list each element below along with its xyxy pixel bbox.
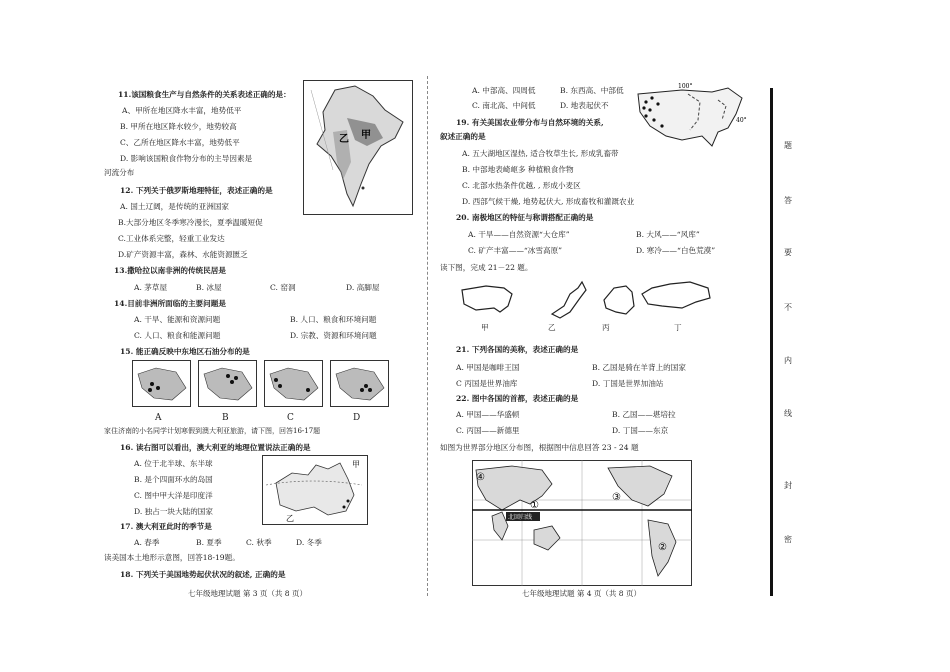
map-option-a bbox=[133, 361, 191, 407]
q20-option-d: D. 寒冷——“白色荒漠” bbox=[636, 246, 716, 255]
q18-option-b: B. 东西高、中部低 bbox=[560, 86, 624, 95]
australia-map bbox=[262, 455, 368, 525]
binding-char-8: 密 bbox=[784, 535, 792, 544]
q19-option-c: C. 北部水热条件优越, , 形成小麦区 bbox=[462, 181, 581, 190]
country-label-jia: 甲 bbox=[481, 323, 489, 332]
map-label-yi: 乙 bbox=[339, 134, 349, 145]
india-map bbox=[303, 80, 413, 215]
q18-option-a: A. 中部高、四周低 bbox=[472, 86, 536, 95]
q20-option-a: A. 干旱——自然资源“大仓库” bbox=[468, 230, 570, 239]
usa-label-40: 40° bbox=[736, 117, 747, 124]
q19-option-b: B. 中部地表崎岖多 种植粮食作物 bbox=[462, 165, 574, 174]
q12-title: 12. 下列关于俄罗斯地理特征，表述正确的是 bbox=[120, 186, 273, 195]
q14-option-a: A. 干旱、能源和资源问题 bbox=[134, 315, 221, 324]
q17-option-b: B. 夏季 bbox=[196, 538, 222, 547]
q11-option-a: A、甲所在地区降水丰富，地势低平 bbox=[122, 106, 242, 115]
q20-option-b: B. 大风——“风库” bbox=[636, 230, 700, 239]
binding-char-4: 不 bbox=[784, 303, 792, 312]
q21-option-b: B. 乙国是骑在羊背上的国家 bbox=[592, 363, 686, 372]
q11-option-b: B. 甲所在地区降水较少，地势较高 bbox=[120, 122, 237, 131]
q11-title: 11.该国粮食生产与自然条件的关系表述正确的是： bbox=[118, 90, 291, 99]
q13-option-d: D. 高脚屋 bbox=[346, 283, 380, 292]
q11-option-c: C、乙所在地区降水丰富，地势低平 bbox=[120, 138, 240, 147]
q14-option-b: B. 人口、粮食和环境问题 bbox=[290, 315, 377, 324]
q18-option-c: C. 南北高、中间低 bbox=[472, 101, 536, 110]
q15-title: 15. 能正确反映中东地区石油分布的是 bbox=[120, 347, 250, 356]
q16-title: 16. 读右图可以看出，澳大利亚的地理位置说法正确的是 bbox=[120, 443, 311, 452]
q14-option-d: D. 宗教、资源和环境问题 bbox=[290, 331, 377, 340]
map-label-jia: 甲 bbox=[361, 130, 371, 141]
q12-option-c: C.工业体系完整，轻重工业发达 bbox=[118, 234, 225, 243]
country-label-bing: 丙 bbox=[602, 323, 610, 332]
q11-option-d: D. 影响该国粮食作物分布的主导因素是 bbox=[120, 154, 253, 163]
q16-option-a: A. 位于北半球、东半球 bbox=[134, 459, 213, 468]
q17-option-d: D. 冬季 bbox=[296, 538, 322, 547]
q21-option-c: C 丙国是世界油库 bbox=[456, 379, 518, 388]
country-label-ding: 丁 bbox=[674, 323, 682, 332]
binding-char-1: 题 bbox=[784, 141, 792, 150]
q12-option-b: B.大部分地区冬季寒冷漫长，夏季温暖短促 bbox=[118, 218, 263, 227]
intro-18-19: 读美国本土地形示意图，回答18-19题。 bbox=[104, 553, 240, 562]
q19-title: 19. 有关美国农业带分布与自然环境的关系, bbox=[456, 118, 604, 127]
q13-title: 13.撒哈拉以南非洲的传统民居是 bbox=[114, 266, 226, 275]
binding-char-7: 封 bbox=[784, 481, 792, 490]
map-option-c bbox=[265, 361, 323, 407]
q15-label-b: B bbox=[222, 413, 229, 423]
world-label-3: ③ bbox=[612, 492, 621, 503]
q22-option-b: B. 乙国——堪培拉 bbox=[612, 410, 676, 419]
binding-char-3: 要 bbox=[784, 248, 792, 257]
q19-title-2: 叙述正确的是 bbox=[440, 132, 486, 141]
q20-option-c: C. 矿产丰富——“冰雪高原” bbox=[468, 246, 563, 255]
q15-label-d: D bbox=[353, 413, 361, 423]
q13-option-a: A. 茅草屋 bbox=[134, 283, 168, 292]
q13-option-b: B. 冰屋 bbox=[196, 283, 222, 292]
q18-title: 18. 下列关于美国地势起伏状况的叙述, 正确的是 bbox=[120, 570, 286, 579]
binding-line bbox=[770, 88, 773, 596]
q20-title: 20. 南极地区的特征与称谓搭配正确的是 bbox=[456, 213, 594, 222]
q22-option-d: D. 丁国——东京 bbox=[612, 426, 669, 435]
page-footer-right: 七年级地理试题 第 4 页（共 8 页） bbox=[522, 589, 641, 598]
q14-title: 14.目前非洲所面临的主要问题是 bbox=[114, 299, 226, 308]
au-label-jia: 甲 bbox=[352, 460, 360, 469]
tropic-label: 北回归线 bbox=[508, 514, 533, 521]
q16-option-c: C. 图中甲大洋是印度洋 bbox=[134, 491, 213, 500]
binding-char-6: 线 bbox=[784, 409, 792, 418]
q12-option-a: A. 国土辽阔，是传统的亚洲国家 bbox=[120, 202, 230, 211]
q15-label-c: C bbox=[287, 413, 294, 423]
usa-label-100: 100° bbox=[678, 83, 693, 90]
q21-title: 21. 下列各国的美称，表述正确的是 bbox=[456, 345, 579, 354]
q17-option-a: A. 春季 bbox=[134, 538, 160, 547]
q15-label-a: A bbox=[155, 413, 162, 423]
intro-16-17: 家住济南的小名同学计划寒假到澳大利亚旅游，请下图，回答16-17题 bbox=[104, 427, 321, 435]
intro-21-22: 读下图，完成 21－22 题。 bbox=[440, 263, 533, 272]
world-label-1: ① bbox=[530, 500, 539, 511]
q21-option-d: D. 丁国是世界加油站 bbox=[592, 379, 664, 388]
q22-option-a: A. 甲国——华盛顿 bbox=[456, 410, 520, 419]
page-footer-left: 七年级地理试题 第 3 页（共 8 页） bbox=[188, 589, 307, 598]
world-label-4: ④ bbox=[476, 472, 485, 483]
country-label-yi: 乙 bbox=[548, 323, 556, 332]
usa-map bbox=[632, 80, 748, 156]
map-option-d bbox=[331, 361, 389, 407]
q21-option-a: A. 甲国是咖啡王国 bbox=[456, 363, 520, 372]
q22-option-c: C. 丙国——新德里 bbox=[456, 426, 520, 435]
q18-option-d: D. 地表起伏不 bbox=[560, 101, 609, 110]
world-map bbox=[472, 460, 692, 586]
q17-title: 17. 澳大利亚此时的季节是 bbox=[120, 522, 212, 531]
map-option-b bbox=[199, 361, 257, 407]
q14-option-c: C. 人口、粮食和能源问题 bbox=[134, 331, 221, 340]
q17-option-c: C. 秋季 bbox=[246, 538, 272, 547]
q13-option-c: C. 窑洞 bbox=[270, 283, 296, 292]
intro-23-24: 如图为世界部分地区分布图，根据图中信息回答 23 - 24 题 bbox=[440, 443, 639, 452]
q16-option-d: D. 独占一块大陆的国家 bbox=[134, 507, 213, 516]
binding-char-5: 内 bbox=[784, 356, 792, 365]
q22-title: 22. 图中各国的首都，表述正确的是 bbox=[456, 394, 579, 403]
middle-east-maps bbox=[132, 360, 390, 410]
page-divider bbox=[427, 76, 428, 596]
q16-option-b: B. 是个四面环水的岛国 bbox=[134, 475, 213, 484]
q11-option-d-cont: 河流分布 bbox=[104, 168, 135, 177]
binding-char-2: 答 bbox=[784, 196, 792, 205]
q19-option-a: A. 五大湖地区湿热, 适合牧草生长, 形成乳畜带 bbox=[462, 149, 619, 158]
au-label-yi: 乙 bbox=[286, 514, 294, 523]
q19-option-d: D. 西部气候干燥, 地势起伏大, 形成畜牧和灌溉农业 bbox=[462, 197, 635, 206]
world-label-2: ② bbox=[658, 542, 667, 553]
q12-option-d: D.矿产资源丰富，森林、水能资源匮乏 bbox=[118, 250, 248, 259]
